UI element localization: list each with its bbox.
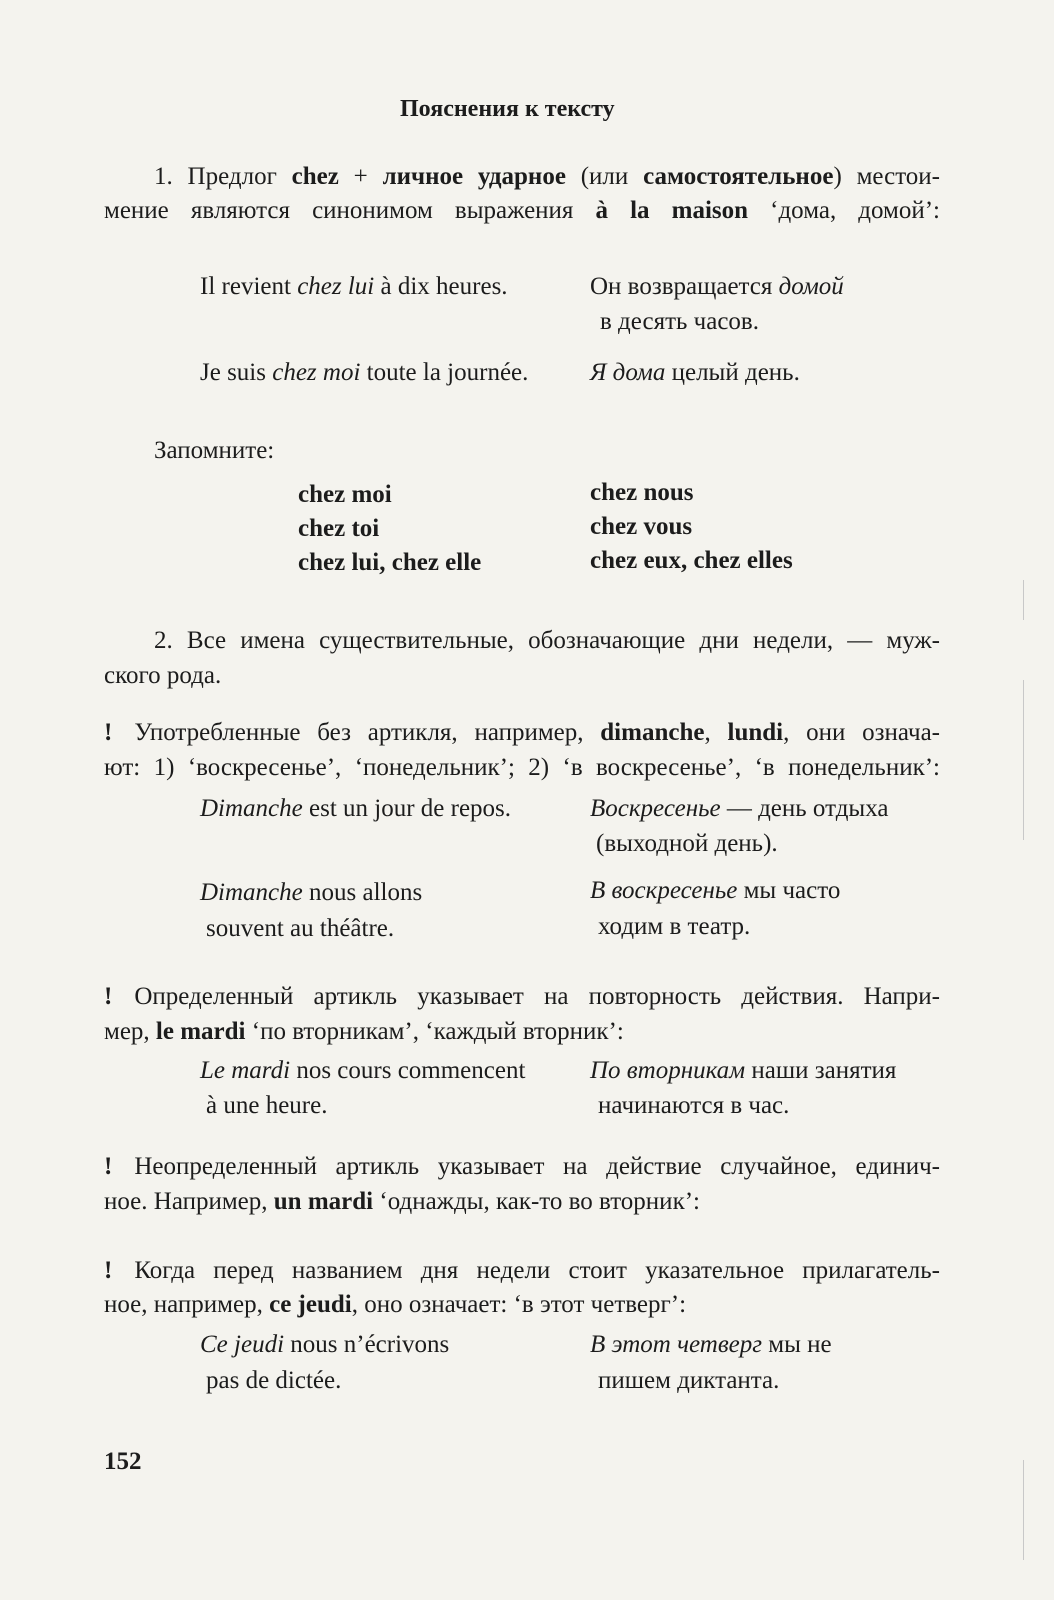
note-4-line-1: ! Когда перед названием дня недели стоит указательное прилагатель- <box>104 1257 940 1284</box>
example-ru-3-line-2: (выходной день). <box>596 830 778 857</box>
example-ru-4: В воскресенье мы часто <box>590 877 841 904</box>
scan-edge-line <box>1023 1460 1024 1560</box>
example-ru-5-line-2: начинаются в час. <box>598 1092 790 1119</box>
note-4-line-2: ное, например, ce jeudi, оно означает: ‘в этот четверг’: <box>104 1291 687 1318</box>
scan-edge-line <box>1023 680 1024 840</box>
example-ru-4-line-2: ходим в театр. <box>598 913 751 940</box>
pronoun-right-2: chez vous <box>590 513 693 540</box>
example-fr-3: Dimanche est un jour de repos. <box>200 795 512 822</box>
page-number: 152 <box>104 1448 142 1475</box>
note-2-line-1: ! Определенный артикль указывает на повторность действия. Напри- <box>104 983 940 1010</box>
paragraph-1-line-2: мение являются синонимом выражения à la maison ‘дома, домой’: <box>104 197 940 224</box>
remember-label: Запомните: <box>154 437 275 464</box>
paragraph-2-line-2: ского рода. <box>104 662 222 689</box>
pronoun-right-3: chez eux, chez elles <box>590 547 793 574</box>
note-3-line-2: ное. Например, un mardi ‘однажды, как-то во вторник’: <box>104 1188 700 1215</box>
note-1-line-2: ют: 1) ‘воскресенье’, ‘понедельник’; 2) ‘в воскресенье’, ‘в понедельник’: <box>104 754 940 781</box>
example-fr-6: Ce jeudi nous n’écrivons <box>200 1331 450 1358</box>
pronoun-right-1: chez nous <box>590 479 694 506</box>
pronoun-left-2: chez toi <box>298 515 380 542</box>
example-fr-5: Le mardi nos cours commencent <box>200 1057 526 1084</box>
note-2-line-2: мер, le mardi ‘по вторникам’, ‘каждый вторник’: <box>104 1018 624 1045</box>
paragraph-1-line-1: 1. Предлог chez + личное ударное (или самостоятельное) местои- <box>154 163 941 190</box>
example-fr-4-line-2: souvent au théâtre. <box>206 915 395 942</box>
example-fr-1: Il revient chez lui à dix heures. <box>200 273 508 300</box>
example-fr-4: Dimanche nous allons <box>200 879 423 906</box>
section-title: Пояснения к тексту <box>400 96 615 122</box>
paragraph-2-line-1: 2. Все имена существительные, обозначающие дни недели, — муж- <box>154 627 940 654</box>
example-ru-6: В этот четверг мы не <box>590 1331 832 1358</box>
example-ru-5: По вторникам наши занятия <box>590 1057 897 1084</box>
example-fr-5-line-2: à une heure. <box>206 1092 328 1119</box>
pronoun-left-3: chez lui, chez elle <box>298 549 482 576</box>
example-fr-6-line-2: pas de dictée. <box>206 1367 342 1394</box>
scan-edge-line <box>1023 580 1024 620</box>
example-ru-3: Воскресенье — день отдыха <box>590 795 889 822</box>
pronoun-left-1: chez moi <box>298 481 392 508</box>
example-ru-6-line-2: пишем диктанта. <box>598 1367 780 1394</box>
example-ru-1: Он возвращается домой <box>590 273 844 300</box>
example-ru-1-line-2: в десять часов. <box>600 308 759 335</box>
note-3-line-1: ! Неопределенный артикль указывает на действие случайное, единич- <box>104 1153 940 1180</box>
example-fr-2: Je suis chez moi toute la journée. <box>200 359 529 386</box>
example-ru-2: Я дома целый день. <box>590 359 800 386</box>
note-1-line-1: ! Употребленные без артикля, например, dimanche, lundi, они означа- <box>104 719 940 746</box>
